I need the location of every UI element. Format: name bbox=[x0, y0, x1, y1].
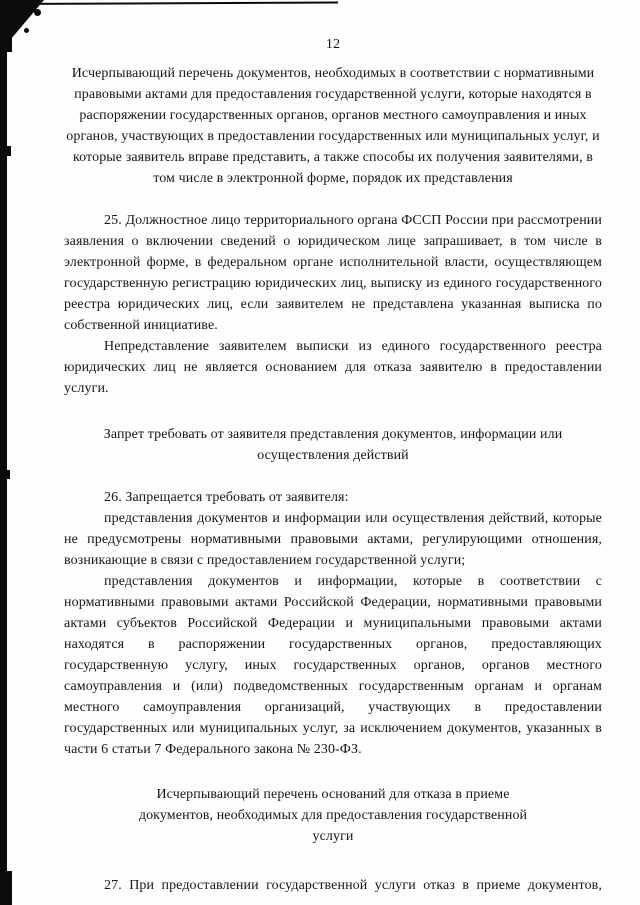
paragraph-25-note: Непредставление заявителем выписки из единого государственного реестра юридических лиц не является основанием для отказа заявителю в предоставлении услуги. bbox=[64, 339, 602, 396]
scan-artifact-left-edge bbox=[0, 0, 7, 905]
scan-artifact-tick bbox=[7, 146, 11, 156]
page-content bbox=[64, 34, 602, 896]
scan-artifact-dot bbox=[24, 28, 29, 33]
scan-artifact-tick bbox=[7, 470, 10, 479]
scan-artifact-top-line bbox=[0, 2, 338, 5]
scan-artifact-tick bbox=[7, 38, 12, 52]
paragraph-25: 25. Должностное лицо территориального органа ФССП России при рассмотрении заявления о включении сведений о юридическом лице запрашивает, в том числе в электронной форме, в федеральном органе исполнительной власти, осуществляющем государственную регистрацию юридических лиц, выписку из единого государственного реестра юридических лиц, если заявителем не представлена указанная выписка по собственной инициативе. bbox=[64, 213, 602, 333]
paragraph-27: 27. При предоставлении государственной услуги отказ в приеме документов, bbox=[104, 878, 602, 893]
scan-artifact-bottom-left-corner bbox=[0, 871, 12, 905]
paragraph-26-intro: 26. Запрещается требовать от заявителя: bbox=[104, 490, 349, 505]
paragraph-26-item-1: представления документов и информации или осуществления действий, которые не предусмотрены нормативными правовыми актами, регулирующими отношения, возникающие в связи с предоставлением государственной услуги; bbox=[64, 511, 602, 568]
section-heading-refusal-grounds: Исчерпывающий перечень оснований для отказа в приеме документов, необходимых для предоставления государственной услуги bbox=[138, 787, 528, 844]
section-heading-prohibition: Запрет требовать от заявителя представления документов, информации или осуществления действий bbox=[103, 427, 563, 463]
section-heading-documents-list: Исчерпывающий перечень документов, необходимых в соответствии с нормативными правовыми актами для предоставления государственной услуги, которые находятся в распоряжении государственных органов, органов местного самоуправления и иных органов, участвующих в предоставлении государственных или муниципальных услуг, и которые заявитель вправе представить, а также способы их получения заявителями, в том числе в электронной форме, порядок их представления bbox=[66, 66, 600, 186]
scan-artifact-dot bbox=[34, 9, 41, 16]
page-number: 12 bbox=[325, 37, 341, 52]
paragraph-26-item-2: представления документов и информации, которые в соответствии с нормативными правовыми актами Российской Федерации, нормативными правовыми актами субъектов Российской Федерации и муниципальными правовыми актами находятся в распоряжении государственных органов, предоставляющих государственную услугу, иных государственных органов, органов местного самоуправления и (или) подведомственных государственным органам и органам местного самоуправления организаций, участвующих в предоставлении государственных или муниципальных услуг, за исключением документов, указанных в части 6 статьи 7 Федерального закона № 230-ФЗ. bbox=[64, 574, 602, 757]
